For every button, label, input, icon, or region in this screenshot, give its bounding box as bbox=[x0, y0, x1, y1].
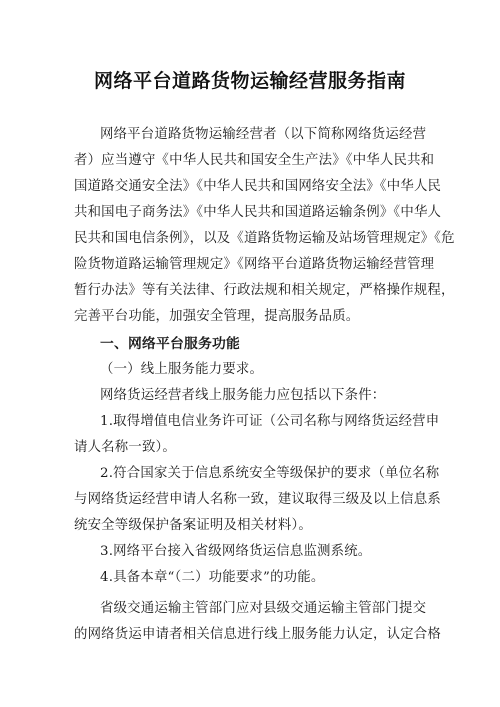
intro-line: 国道路交通安全法》《中华人民共和国网络安全法》《中华人民 bbox=[74, 179, 442, 194]
subsection-heading: （一）线上服务能力要求。 bbox=[100, 362, 264, 377]
condition-item-2-cont: 与网络货运经营申请人名称一致，建议取得三级及以上信息系 bbox=[74, 492, 441, 507]
intro-line: 暂行办法》等有关法律、行政法规和相关规定，严格操作规程， bbox=[74, 283, 455, 298]
intro-line: 险货物道路运输管理规定》《网络平台道路货物运输经营管理 bbox=[74, 257, 435, 272]
closing-paragraph-line: 省级交通运输主管部门应对县级交通运输主管部门提交 bbox=[100, 601, 427, 616]
condition-item-4: 4.具备本章“（二）功能要求”的功能。 bbox=[100, 570, 325, 585]
section-heading: 一、网络平台服务功能 bbox=[100, 336, 240, 352]
intro-line: 民共和国电信条例》，以及《道路货物运输及站场管理规定》《危 bbox=[74, 231, 455, 246]
document-title: 网络平台道路货物运输经营服务指南 bbox=[93, 70, 406, 92]
condition-item-1: 1.取得增值电信业务许可证（公司名称与网络货运经营申 bbox=[100, 414, 440, 429]
intro-line: 完善平台功能，加强安全管理，提高服务品质。 bbox=[74, 309, 360, 324]
condition-item-2: 2.符合国家关于信息系统安全等级保护的要求（单位名称 bbox=[100, 466, 440, 481]
conditions-intro: 网络货运经营者线上服务能力应包括以下条件： bbox=[100, 388, 386, 403]
intro-line: 者）应当遵守《中华人民共和国安全生产法》《中华人民共和 bbox=[74, 153, 435, 168]
condition-item-1-cont: 请人名称一致）。 bbox=[74, 440, 177, 455]
condition-item-2-cont: 统安全等级保护备案证明及相关材料）。 bbox=[74, 518, 312, 533]
intro-line: 共和国电子商务法》《中华人民共和国道路运输条例》《中华人 bbox=[74, 205, 442, 220]
closing-paragraph-line: 的网络货运申请者相关信息进行线上服务能力认定，认定合格 bbox=[74, 627, 441, 642]
condition-item-3: 3.网络平台接入省级网络货运信息监测系统。 bbox=[100, 544, 372, 559]
intro-line: 网络平台道路货物运输经营者（以下简称网络货运经营 bbox=[100, 127, 427, 142]
